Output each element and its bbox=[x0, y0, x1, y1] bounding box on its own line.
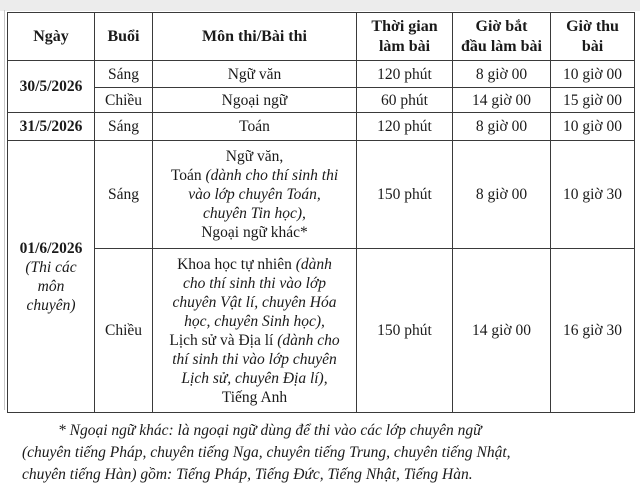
start-cell: 14 giờ 00 bbox=[453, 88, 551, 113]
subject-line bbox=[155, 331, 354, 350]
subject-cell bbox=[153, 141, 357, 249]
duration-cell: 60 phút bbox=[357, 88, 453, 113]
subject-line: Tiếng Anh bbox=[221, 388, 288, 406]
subject-note: (dành cho bbox=[277, 331, 340, 349]
end-cell: 15 giờ 00 bbox=[551, 88, 635, 113]
header-session: Buổi bbox=[95, 13, 153, 61]
header-end-l2: bài bbox=[581, 37, 604, 55]
date-cell: 31/5/2026 bbox=[8, 113, 95, 141]
subject-line: Ngữ văn, bbox=[225, 148, 284, 165]
footnote-line: chuyên tiếng Hàn) gồm: Tiếng Pháp, Tiếng Đức, Tiếng Nhật, Tiếng Hàn. bbox=[22, 466, 473, 483]
subject-note-line: Lịch sử, chuyên Địa lí), bbox=[181, 369, 328, 387]
table-row bbox=[8, 141, 635, 249]
top-strip bbox=[0, 0, 640, 11]
header-duration-l2: làm bài bbox=[378, 37, 431, 55]
subject-text: Lịch sử và Địa lí bbox=[169, 331, 278, 349]
header-date: Ngày bbox=[8, 13, 95, 61]
date-note-l2: môn bbox=[37, 277, 65, 295]
start-cell: 8 giờ 00 bbox=[453, 141, 551, 249]
header-subject: Môn thi/Bài thi bbox=[153, 13, 357, 61]
header-start bbox=[453, 13, 551, 61]
date-note-l3: chuyên) bbox=[26, 296, 76, 314]
session-cell: Chiều bbox=[95, 88, 153, 113]
session-cell: Chiều bbox=[95, 249, 153, 413]
header-duration-l1: Thời gian bbox=[371, 17, 438, 35]
end-cell: 10 giờ 00 bbox=[551, 61, 635, 88]
subject-note-line: chuyên Vật lí, chuyên Hóa bbox=[172, 293, 337, 311]
start-cell: 8 giờ 00 bbox=[453, 113, 551, 141]
date-value: 01/6/2026 bbox=[19, 239, 83, 257]
subject-note-line: chuyên Tin học), bbox=[203, 205, 306, 222]
subject-note-line: thí sinh thi vào lớp chuyên bbox=[172, 350, 337, 368]
header-end-l1: Giờ thu bbox=[566, 17, 619, 35]
footnote-line bbox=[22, 420, 620, 442]
start-cell: 14 giờ 00 bbox=[453, 249, 551, 413]
session-cell: Sáng bbox=[95, 141, 153, 249]
duration-cell: 120 phút bbox=[357, 61, 453, 88]
end-cell: 10 giờ 00 bbox=[551, 113, 635, 141]
session-cell: Sáng bbox=[95, 61, 153, 88]
subject-line bbox=[155, 166, 354, 185]
subject-cell bbox=[153, 249, 357, 413]
duration-cell: 150 phút bbox=[357, 141, 453, 249]
subject-line: Ngoại ngữ khác* bbox=[201, 224, 308, 241]
header-duration bbox=[357, 13, 453, 61]
duration-cell: 120 phút bbox=[357, 113, 453, 141]
start-cell: 8 giờ 00 bbox=[453, 61, 551, 88]
date-cell: 30/5/2026 bbox=[8, 61, 95, 113]
subject-note: (dành cho thí sinh thi bbox=[205, 167, 339, 184]
subject-note-line: vào lớp chuyên Toán, bbox=[188, 186, 321, 203]
left-divider bbox=[4, 10, 5, 410]
subject-text: Toán bbox=[170, 167, 206, 184]
table-row bbox=[8, 61, 635, 88]
subject-text: Khoa học tự nhiên bbox=[177, 255, 296, 273]
footnote-line: (chuyên tiếng Pháp, chuyên tiếng Nga, chuyên tiếng Trung, chuyên tiếng Nhật, bbox=[22, 444, 511, 461]
date-note-l1: (Thi các bbox=[25, 258, 77, 276]
end-cell: 16 giờ 30 bbox=[551, 249, 635, 413]
header-start-l2: đầu làm bài bbox=[461, 37, 542, 55]
footnote-text: * Ngoại ngữ khác: là ngoại ngữ dùng để thi vào các lớp chuyên ngữ bbox=[58, 422, 482, 439]
subject-cell: Toán bbox=[153, 113, 357, 141]
end-cell: 10 giờ 30 bbox=[551, 141, 635, 249]
subject-note-line: cho thí sinh thi vào lớp bbox=[182, 274, 327, 292]
table-row bbox=[8, 88, 635, 113]
table-row bbox=[8, 249, 635, 413]
exam-schedule-table bbox=[7, 12, 635, 413]
subject-line bbox=[155, 255, 354, 274]
table-row bbox=[8, 113, 635, 141]
duration-cell: 150 phút bbox=[357, 249, 453, 413]
header-row bbox=[8, 13, 635, 61]
session-cell: Sáng bbox=[95, 113, 153, 141]
subject-note: (dành bbox=[295, 255, 332, 273]
footnote bbox=[22, 420, 620, 486]
subject-note-line: học, chuyên Sinh học), bbox=[184, 312, 325, 330]
subject-cell: Ngoại ngữ bbox=[153, 88, 357, 113]
header-end bbox=[551, 13, 635, 61]
subject-cell: Ngữ văn bbox=[153, 61, 357, 88]
header-start-l1: Giờ bắt bbox=[475, 17, 528, 35]
date-cell bbox=[8, 141, 95, 413]
